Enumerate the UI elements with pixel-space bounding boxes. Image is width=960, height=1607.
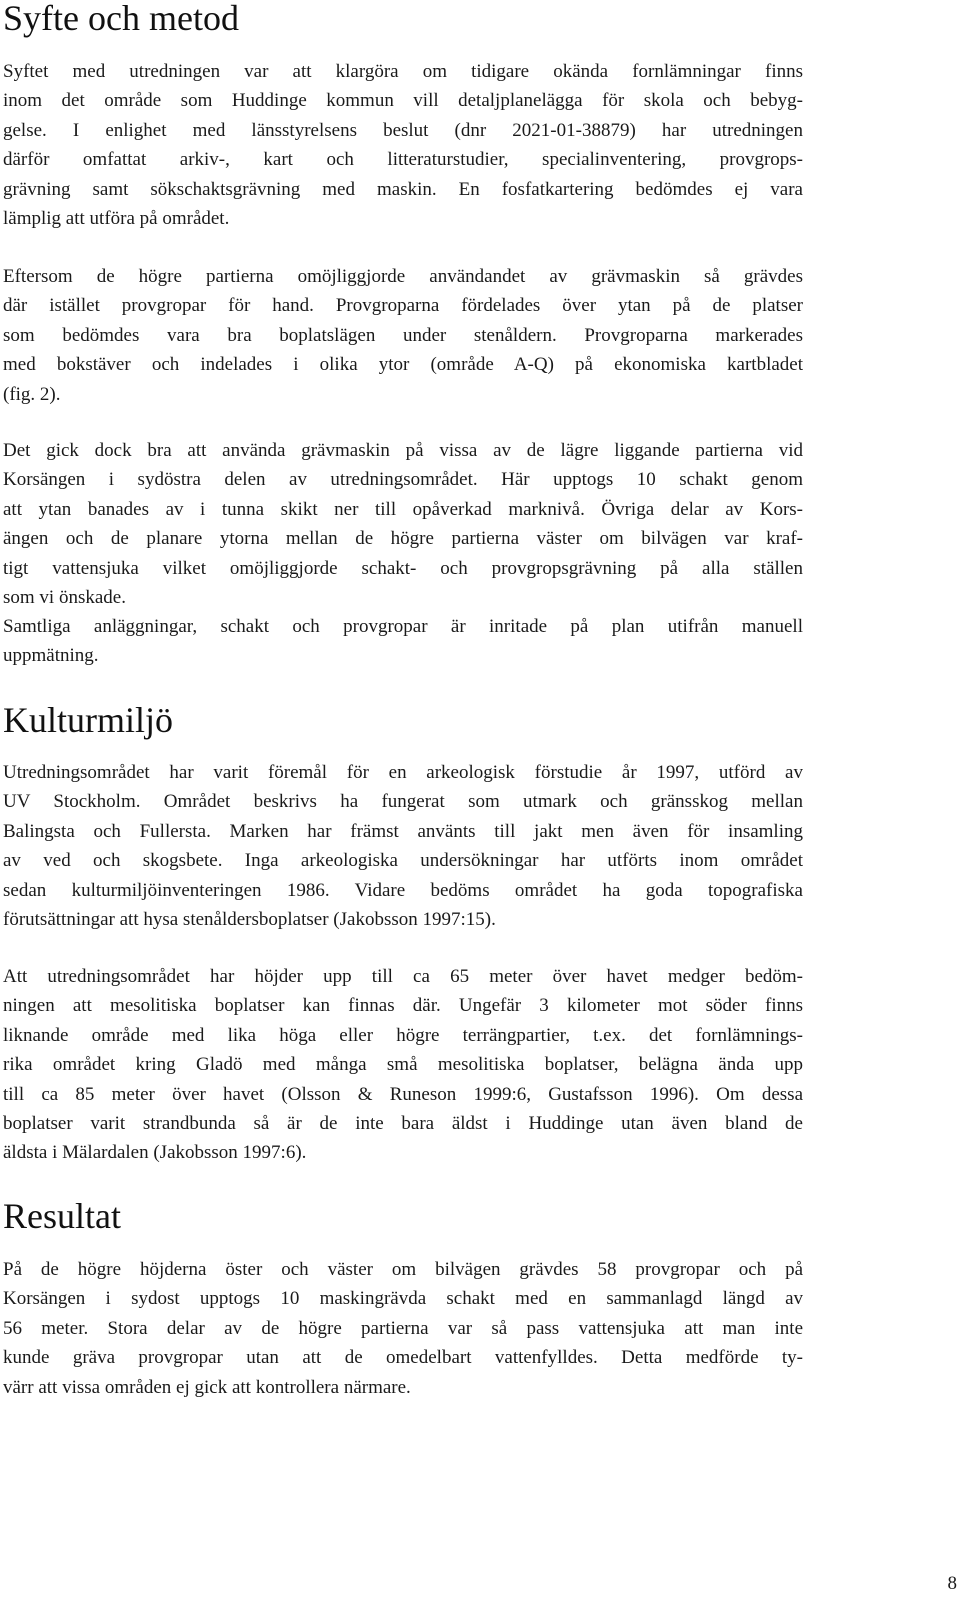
text-line: På de högre höjderna öster och väster om bilvägen grävdes 58 provgropar och på bbox=[3, 1259, 803, 1280]
paragraph bbox=[3, 57, 803, 233]
paragraph bbox=[3, 758, 803, 934]
paragraph bbox=[3, 262, 803, 409]
text-line: (fig. 2). bbox=[3, 383, 61, 405]
text-line: ängen och de planare ytorna mellan de högre partierna väster om bilvägen var kraf- bbox=[3, 528, 803, 550]
text-line: till ca 85 meter över havet (Olsson & Runeson 1999:6, Gustafsson 1996). Om dessa bbox=[3, 1083, 803, 1105]
text-line: gelse. I enlighet med länsstyrelsens beslut (dnr 2021-01-38879) har utredningen bbox=[3, 119, 803, 141]
section-heading-syfte-och-metod: Syfte och metod bbox=[3, 0, 239, 38]
paragraph bbox=[3, 1255, 803, 1402]
text-line: lämplig att utföra på området. bbox=[3, 208, 230, 230]
text-line: ningen att mesolitiska boplatser kan finnas där. Ungefär 3 kilometer mot söder finns bbox=[3, 995, 803, 1017]
paragraph bbox=[3, 962, 803, 1168]
text-line: uppmätning. bbox=[3, 645, 99, 667]
text-line: Samtliga anläggningar, schakt och provgropar är inritade på plan utifrån manuell bbox=[3, 616, 803, 637]
text-line: grävning samt sökschaktsgrävning med maskin. En fosfatkartering bedömdes ej vara bbox=[3, 178, 803, 200]
text-line: med bokstäver och indelades i olika ytor (område A-Q) på ekonomiska kartbladet bbox=[3, 354, 803, 376]
section-heading-resultat: Resultat bbox=[3, 1196, 121, 1236]
text-line: av ved och skogsbete. Inga arkeologiska undersökningar har utförts inom området bbox=[3, 850, 803, 872]
paragraph bbox=[3, 612, 803, 671]
section-heading-kulturmiljo: Kulturmiljö bbox=[3, 700, 173, 740]
text-line: Det gick dock bra att använda grävmaskin på vissa av de lägre liggande partierna vid bbox=[3, 440, 803, 461]
text-line: Korsängen i sydost upptogs 10 maskingrävda schakt med en sammanlagd längd av bbox=[3, 1288, 803, 1310]
text-line: därför omfattat arkiv-, kart och litteraturstudier, specialinventering, provgrops- bbox=[3, 149, 803, 171]
text-line: förutsättningar att hysa stenåldersboplatser (Jakobsson 1997:15). bbox=[3, 909, 496, 931]
text-line: äldsta i Mälardalen (Jakobsson 1997:6). bbox=[3, 1142, 307, 1164]
text-line: där istället provgropar för hand. Provgroparna fördelades över ytan på de platser bbox=[3, 295, 803, 317]
text-line: 56 meter. Stora delar av de högre partierna var så pass vattensjuka att man inte bbox=[3, 1317, 803, 1339]
page-number: 8 bbox=[947, 1573, 957, 1594]
text-line: som bedömdes vara bra boplatslägen under stenåldern. Provgroparna markerades bbox=[3, 324, 803, 346]
text-line: att ytan banades av i tunna skikt ner till opåverkad marknivå. Övriga delar av Kors- bbox=[3, 498, 803, 520]
text-line: Eftersom de högre partierna omöjliggjorde användandet av grävmaskin så grävdes bbox=[3, 266, 803, 287]
text-line: Balingsta och Fullersta. Marken har främst använts till jakt men även för insamling bbox=[3, 820, 803, 842]
text-line: Att utredningsområdet har höjder upp till ca 65 meter över havet medger bedöm- bbox=[3, 966, 803, 987]
text-line: rika området kring Gladö med många små mesolitiska boplatser, belägna ända upp bbox=[3, 1054, 803, 1076]
text-line: inom det område som Huddinge kommun vill detaljplanelägga för skola och bebyg- bbox=[3, 90, 803, 112]
text-line: UV Stockholm. Området beskrivs ha fungerat som utmark och gränsskog mellan bbox=[3, 791, 803, 813]
text-line: Syftet med utredningen var att klargöra om tidigare okända fornlämningar finns bbox=[3, 61, 803, 82]
text-line: Korsängen i sydöstra delen av utredningsområdet. Här upptogs 10 schakt genom bbox=[3, 469, 803, 491]
text-line: som vi önskade. bbox=[3, 587, 126, 609]
text-line: Utredningsområdet har varit föremål för en arkeologisk förstudie år 1997, utförd av bbox=[3, 762, 803, 783]
text-line: kunde gräva provgropar utan att de omedelbart vattenfylldes. Detta medförde ty- bbox=[3, 1347, 803, 1369]
text-line: värr att vissa områden ej gick att kontrollera närmare. bbox=[3, 1376, 411, 1398]
text-line: liknande område med lika höga eller högre terrängpartier, t.ex. det fornlämnings- bbox=[3, 1024, 803, 1046]
text-line: boplatser varit strandbunda så är de inte bara äldst i Huddinge utan även bland de bbox=[3, 1113, 803, 1135]
text-line: tigt vattensjuka vilket omöjliggjorde schakt- och provgropsgrävning på alla ställen bbox=[3, 557, 803, 579]
text-line: sedan kulturmiljöinventeringen 1986. Vidare bedöms området ha goda topografiska bbox=[3, 879, 803, 901]
paragraph bbox=[3, 436, 803, 612]
